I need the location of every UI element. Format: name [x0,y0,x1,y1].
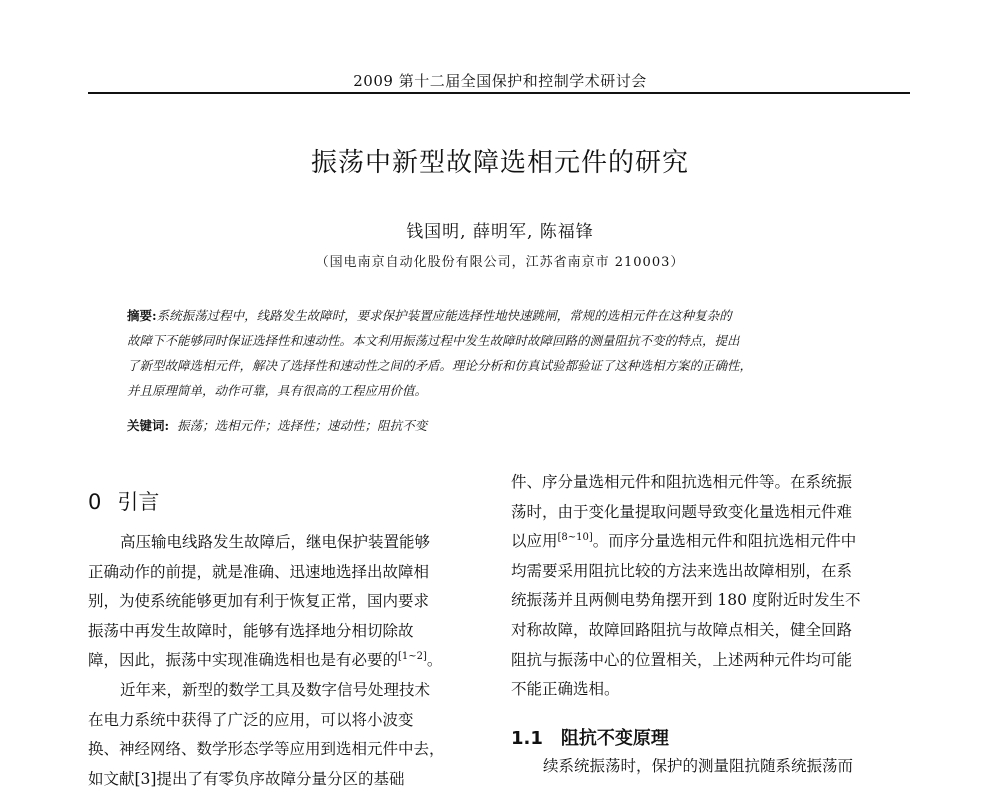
body-line: 对称故障，故障回路阻抗与故障点相关，健全回路 [511,620,853,639]
keywords-label: 关键词: [127,418,170,433]
section-number: 0 [88,490,102,514]
body-text: 障，因此，振荡中实现准确选相也是有必要的 [88,651,399,670]
body-line: 荡时，由于变化量提取问题导致变化量选相元件难 [511,502,853,521]
body-line: 续系统振荡时，保护的测量阻抗随系统振荡而 [543,757,854,775]
abstract [127,303,877,403]
citation: [8~10] [557,532,593,544]
body-text: 。而序分量选相元件和阻抗选相元件中 [592,532,857,551]
abstract-line: 系统振荡过程中，线路发生故障时，要求保护装置应能选择性地快速跳闸，常规的选相元件在这种复杂的 [156,308,732,323]
subsection-number: 1.1 [511,728,543,749]
body-line: 如文献[3]提出了有零负序故障分量分区的基础 [88,769,405,788]
subsection-heading-impedance [511,724,669,750]
body-line: 振荡中再发生故障时，能够有选择地分相切除故 [88,621,414,640]
body-line: 正确动作的前提，就是准确、迅速地选择出故障相 [88,562,430,581]
left-column [88,528,488,794]
body-line: 在电力系统中获得了广泛的应用，可以将小波变 [88,710,414,729]
body-line: 均需要采用阻抗比较的方法来选出故障相别，在系 [511,561,853,580]
header-rule [88,92,910,94]
body-line: 不能正确选相。 [511,680,620,699]
keywords [127,416,877,434]
body-line: 件、序分量选相元件和阻抗选相元件等。在系统振 [511,473,853,491]
body-line [511,527,911,557]
right-column [511,468,911,705]
body-line: 阻抗与振荡中心的位置相关，上述两种元件均可能 [511,650,853,669]
subsection-title: 阻抗不变原理 [560,728,669,749]
section-heading-introduction [88,486,159,516]
body-line: 换、神经网络、数学形态学等应用到选相元件中去， [88,740,445,759]
section-title: 引言 [117,490,160,514]
citation: [1~2] [398,651,427,663]
right-column-tail [543,752,911,782]
body-text: 以应用 [511,532,558,551]
abstract-line: 了新型故障选相元件，解决了选择性和速动性之间的矛盾。理论分析和仿真试验都验证了这种选相方案的正确性， [127,358,753,373]
body-line: 别，为使系统能够更加有利于恢复正常，国内要求 [88,592,430,611]
paper-affiliation: （国电南京自动化股份有限公司，江苏省南京市 210003） [315,255,685,270]
abstract-line: 故障下不能够同时保证选择性和速动性。本文利用振荡过程中发生故障时故障回路的测量阻抗不变的特点，提出 [127,333,740,348]
paper-title: 振荡中新型故障选相元件的研究 [310,148,689,178]
body-line: 统振荡并且两侧电势角摆开到 180 度附近时发生不 [511,591,861,610]
keywords-text: 振荡；选相元件；选择性；速动性；阻抗不变 [177,418,428,433]
body-line [88,646,488,676]
abstract-line: 并且原理简单，动作可靠，具有很高的工程应用价值。 [127,383,428,398]
running-header: 2009 第十二届全国保护和控制学术研讨会 [353,72,647,90]
body-line: 近年来，新型的数学工具及数字信号处理技术 [120,680,431,699]
paper-authors: 钱国明, 薛明军, 陈福锋 [406,222,594,242]
body-text: 。 [426,651,443,670]
abstract-label: 摘要: [127,308,157,323]
body-line: 高压输电线路发生故障后，继电保护装置能够 [120,533,431,551]
